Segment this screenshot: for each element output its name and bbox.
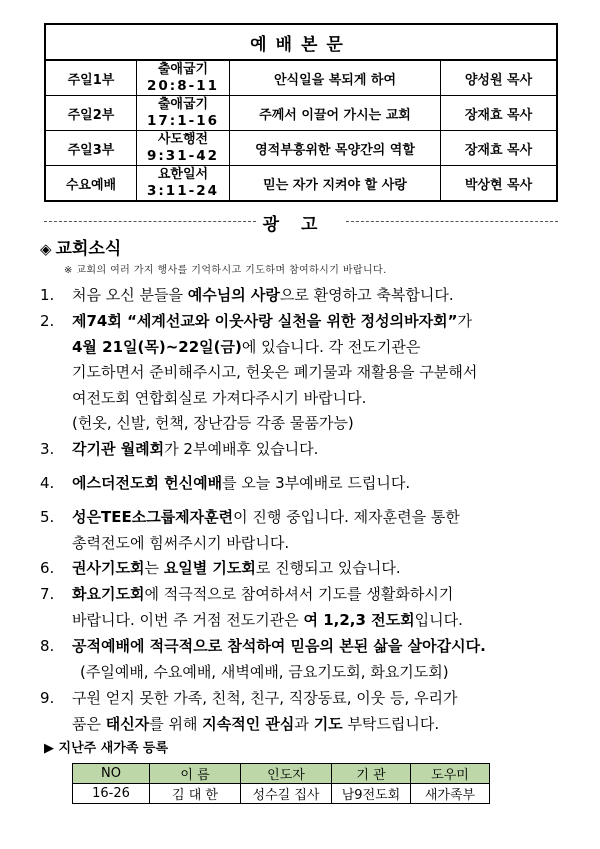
pastor-name: 장재효 목사 — [441, 131, 558, 166]
sermon-title: 주께서 이끌어 가시는 교회 — [230, 96, 441, 131]
item-text: 바랍니다. 이번 주 거점 전도기관은 — [72, 610, 304, 629]
item-text: 이 진행 중입니다. 제자훈련을 통한 — [233, 508, 460, 526]
scripture-book: 요한일서 — [157, 166, 209, 182]
item-text: 가 2부예배후 있습니다. — [164, 440, 319, 458]
notice-item-4 — [40, 471, 580, 497]
column-header: 인도자 — [241, 764, 332, 784]
notice-heading — [44, 210, 558, 234]
item-emphasis: 지속적인 관심 — [202, 714, 295, 733]
notice-item-2 — [40, 309, 580, 437]
table-row — [73, 784, 490, 804]
service-name: 주일2부 — [45, 96, 137, 131]
item-emphasis: 권사기도회 — [72, 559, 145, 577]
item-text: 부탁드립니다. — [342, 714, 440, 733]
notice-item-9 — [40, 686, 580, 737]
scripture-ref: 17:1-16 — [147, 112, 219, 129]
scripture — [137, 60, 230, 96]
table-cell: 16-26 — [73, 784, 150, 804]
scripture — [137, 96, 230, 131]
notice-item-8 — [40, 634, 580, 685]
notice-heading-text: 광고 — [262, 215, 340, 235]
item-number: 9. — [40, 689, 55, 707]
scripture — [137, 166, 230, 202]
divider-right — [346, 221, 558, 222]
worship-row — [45, 131, 557, 166]
item-emphasis: 에스더전도회 헌신예배 — [72, 474, 223, 492]
item-number: 6. — [40, 559, 55, 577]
column-header: 이 름 — [150, 764, 241, 784]
table-cell: 김 대 한 — [150, 784, 241, 804]
service-name: 수요예배 — [45, 166, 137, 202]
sermon-title: 안식일을 복되게 하여 — [230, 60, 441, 96]
item-emphasis: 요일별 기도회 — [163, 559, 256, 577]
section-title-text: 교회소식 — [55, 239, 122, 259]
item-emphasis: 태신자 — [105, 714, 150, 733]
item-text: 를 오늘 3부예배로 드립니다. — [222, 474, 411, 492]
pastor-name: 장재효 목사 — [441, 96, 558, 131]
item-text: 에 있습니다. 각 전도기관은 — [241, 337, 421, 356]
item-emphasis: 성은TEE소그룹제자훈련 — [72, 508, 234, 526]
scripture-ref: 3:11-24 — [147, 182, 219, 199]
worship-table — [44, 23, 558, 202]
new-family-table — [72, 763, 490, 804]
scripture — [137, 131, 230, 166]
item-emphasis: 4월 21일(목)~22일(금) — [72, 337, 242, 356]
item-number: 8. — [40, 637, 55, 655]
item-number: 1. — [40, 286, 55, 304]
item-text: 과 — [294, 714, 314, 733]
item-number: 4. — [40, 474, 55, 492]
notice-item-1 — [40, 283, 580, 309]
table-cell: 성수길 집사 — [241, 784, 332, 804]
pastor-name: 양성원 목사 — [441, 60, 558, 96]
section-note: ※ 교회의 여러 가지 행사를 기억하시고 기도하며 참여하시기 바랍니다. — [64, 265, 387, 276]
diamond-bullet-icon: ◈ — [40, 240, 52, 258]
item-text: 입니다. — [414, 610, 463, 629]
item-text: 총력전도에 힘써주시기 바랍니다. — [72, 533, 290, 552]
column-header: NO — [73, 764, 150, 784]
item-text: 를 위해 — [149, 714, 203, 733]
new-family-header-row — [73, 764, 490, 784]
notice-item-5 — [40, 505, 580, 556]
column-header: 기 관 — [332, 764, 411, 784]
sermon-title: 믿는 자가 지켜야 할 사랑 — [230, 166, 441, 202]
item-emphasis: 공적예배에 적극적으로 참석하여 믿음의 본된 삶을 살아갑시다. — [72, 637, 486, 655]
item-text: 는 — [144, 559, 164, 577]
item-text: 처음 오신 분들을 — [72, 286, 188, 304]
table-cell: 남9전도회 — [332, 784, 411, 804]
item-emphasis: 기도 — [313, 714, 343, 733]
item-number: 3. — [40, 440, 55, 458]
item-text: 가 — [457, 312, 472, 330]
item-text: 구원 얻지 못한 가족, 친척, 친구, 직장동료, 이웃 등, 우리가 — [72, 689, 458, 707]
sermon-title: 영적부흥위한 목양간의 역할 — [230, 131, 441, 166]
item-text: 품은 — [72, 714, 106, 733]
notice-item-3 — [40, 437, 580, 463]
item-emphasis: 각기관 월례회 — [72, 440, 165, 458]
service-name: 주일3부 — [45, 131, 137, 166]
scripture-book: 출애굽기 — [157, 96, 209, 112]
scripture-ref: 9:31-42 — [147, 147, 219, 164]
item-text: 기도하면서 준비해주시고, 헌옷은 폐기물과 재활용을 구분해서 — [72, 363, 478, 381]
item-text: 으로 환영하고 축복합니다. — [279, 286, 454, 304]
column-header: 도우미 — [411, 764, 490, 784]
worship-table-header: 예배본문 — [45, 24, 557, 60]
worship-row — [45, 60, 557, 96]
item-emphasis: 화요기도회 — [72, 585, 145, 603]
worship-row — [45, 96, 557, 131]
item-text: 로 진행되고 있습니다. — [255, 559, 401, 577]
worship-row — [45, 166, 557, 202]
section-title — [40, 234, 121, 259]
service-name: 주일1부 — [45, 60, 137, 96]
scripture-book: 출애굽기 — [157, 61, 209, 77]
scripture-book: 사도행전 — [157, 131, 209, 147]
pastor-name: 박상현 목사 — [441, 166, 558, 202]
item-number: 2. — [40, 312, 55, 330]
item-emphasis: 여 1,2,3 전도회 — [303, 610, 415, 629]
table-bottom-rule — [44, 200, 558, 201]
item-emphasis: 제74회 “세계선교와 이웃사랑 실천을 위한 정성의바자회” — [72, 312, 458, 330]
item-number: 7. — [40, 585, 55, 603]
item-text: (헌옷, 신발, 헌책, 장난감등 각종 물품가능) — [72, 414, 354, 432]
new-family-title: ▶ 지난주 새가족 등록 — [44, 741, 169, 756]
scripture-ref: 20:8-11 — [147, 77, 219, 94]
notice-item-6 — [40, 556, 580, 582]
item-text: (주일예배, 수요예배, 새벽예배, 금요기도회, 화요기도회) — [80, 662, 449, 681]
notice-item-7 — [40, 582, 580, 633]
item-emphasis: 예수님의 사랑 — [187, 286, 280, 304]
table-cell: 새가족부 — [411, 784, 490, 804]
item-number: 5. — [40, 508, 55, 526]
item-text: 여전도회 연합회실로 가져다주시기 바랍니다. — [72, 388, 367, 407]
item-text: 에 적극적으로 참여하셔서 기도를 생활화하시기 — [144, 585, 454, 603]
